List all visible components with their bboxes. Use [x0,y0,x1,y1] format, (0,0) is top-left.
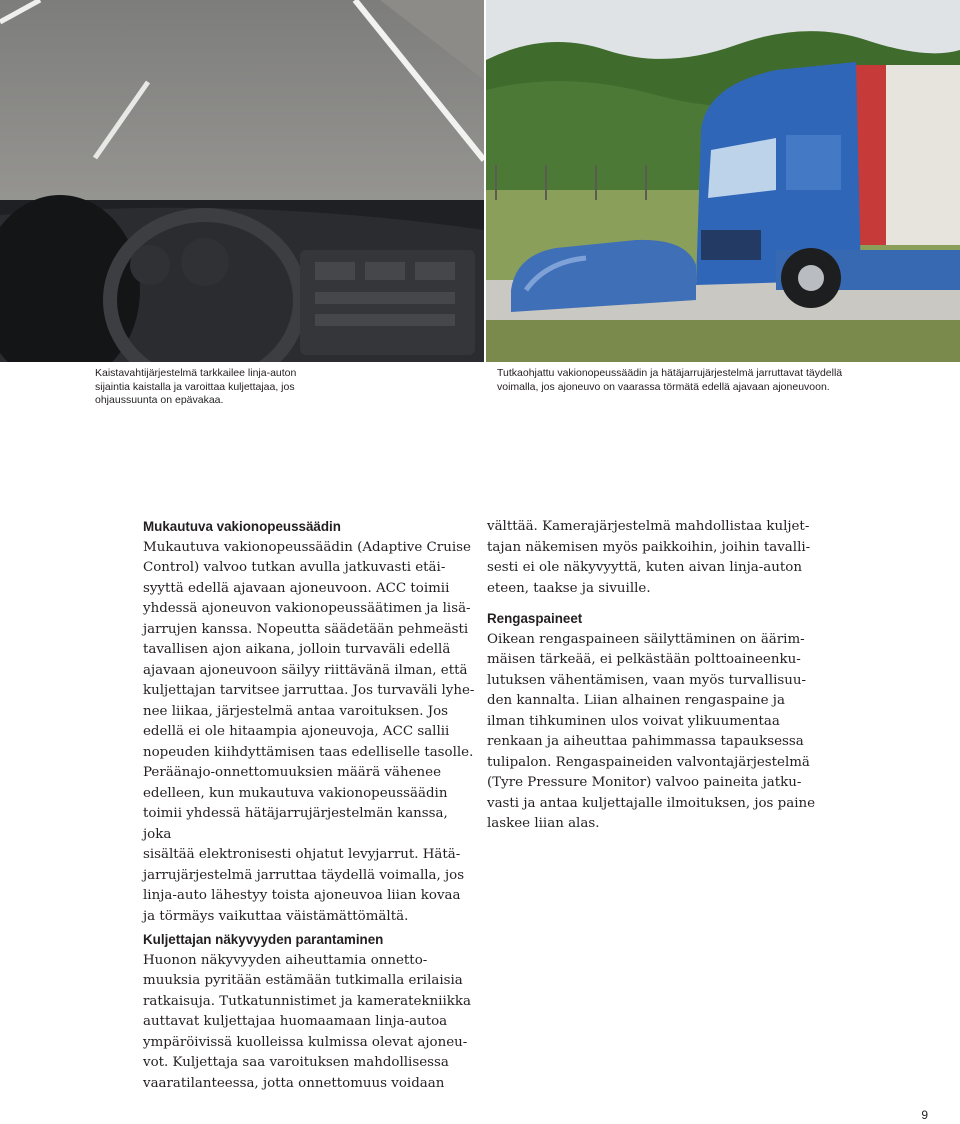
caption-radar-cruise-control: Tutkaohjattu vakionopeussäädin ja hätäjarrujärjestelmä jarruttavat täydellä voimalla, jos ajoneuvo on vaarassa törmätä edellä ajavaan ajoneuvoon. [497,367,843,393]
section-spacer [487,599,832,609]
right-text-column [487,517,832,835]
photo-truck-collision-test [486,0,960,362]
bus-dashboard-illustration [0,0,484,362]
section-heading-visibility: Kuljettajan näkyvyyden parantaminen [143,932,384,947]
section-heading-acc: Mukautuva vakionopeussäädin [143,519,341,534]
bottom-left-text-column [143,930,478,1094]
section-heading-tyres: Rengaspaineet [487,611,583,626]
caption-lane-departure: Kaistavahtijärjestelmä tarkkailee linja-auton sijaintia kaistalla ja varoittaa kuljettajaa, jos ohjaussuunta on epävakaa. [95,367,297,406]
section-body-visibility-continued: välttää. Kamerajärjestelmä mahdollistaa kuljet- tajan näkemisen myös paikkoihin, joihin tavalli- sesti ei ole näkyvyyttä, kuten aivan linja-auton eteen, taakse ja sivuille. [487,519,811,596]
section-body-acc: Mukautuva vakionopeussäädin (Adaptive Cruise Control) valvoo tutkan avulla jatkuvasti etäi- syyttä edellä ajavaan ajoneuvoon. ACC toimii yhdessä ajoneuvon vakionopeussäätimen ja lisä- jarrujen kanssa. Nopeutta säädetään pehmeästi tavallisen ajon aikana, jolloin turvaväli edellä ajavaan ajoneuvoon säilyy riittävänä ilman, että kuljettajan tarvitsee jarruttaa. Jos turvaväli lyhe- nee liikaa, järjestelmä antaa varoituksen. Jos edellä ei ole hitaampia ajoneuvoja, ACC sallii nopeuden kiihdyttämisen taas edelliselle tasolle. Peräänajo-onnettomuuksien määrä vähenee edelleen, kun mukautuva vakionopeussäädin toimii yhdessä hätäjarrujärjestelmän kanssa, joka sisältää elektronisesti ohjatut levyjarrut. Hätä- jarrujärjestelmä jarruttaa täydellä voimalla, jos linja-auto lähestyy toista ajoneuvoa liian kovaa ja törmäys vaikuttaa väistämättömältä. [143,539,475,924]
section-body-visibility: Huonon näkyvyyden aiheuttamia onnetto- muuksia pyritään estämään tutkimalla erilaisia ratkaisuja. Tutkatunnistimet ja kameratekniikka auttavat kuljettajaa huomaamaan linja-autoa ympäröivissä kuolleissa kulmissa olevat ajoneu- vot. Kuljettaja saa varoituksen mahdollisessa vaaratilanteessa, jotta onnettomuus voidaan [143,952,471,1091]
page-number: 9 [921,1108,928,1122]
truck-test-illustration [486,0,960,362]
left-text-column [143,517,478,927]
section-body-tyres: Oikean rengaspaineen säilyttäminen on äärim- mäisen tärkeää, ei pelkästään polttoaineenku- lutuksen vähentämisen, vaan myös turvallisuu- den kannalta. Liian alhainen rengaspaine ja ilman tihkuminen ulos voivat ylikuumentaa renkaan ja aiheuttaa pahimmassa tapauksessa tulipalon. Rengaspaineiden valvontajärjestelmä (Tyre Pressure Monitor) valvoo paineita jatku- vasti ja antaa kuljettajalle ilmoituksen, jos paine laskee liian alas. [487,631,816,831]
photo-bus-dashboard-road [0,0,484,362]
